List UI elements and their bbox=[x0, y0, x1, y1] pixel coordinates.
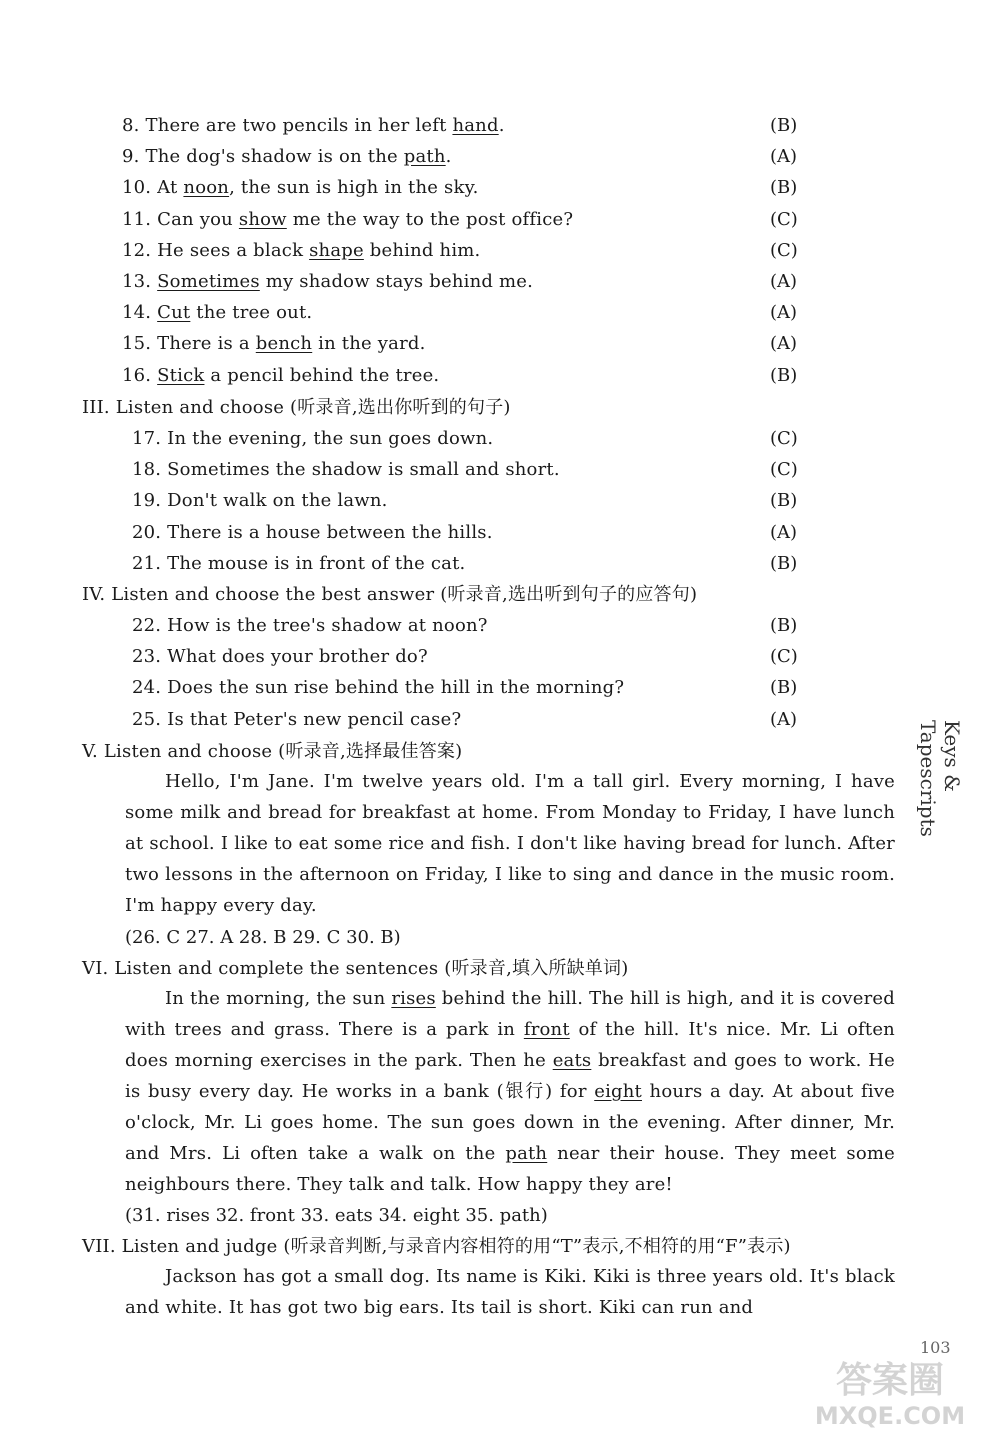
answer-item: 24. Does the sun rise behind the hill in the morning? bbox=[132, 677, 625, 698]
blank-answer: eats bbox=[552, 1050, 592, 1071]
answer-item: 17. In the evening, the sun goes down. bbox=[132, 428, 494, 449]
answer-choice: (B) bbox=[770, 490, 798, 511]
answer-choice: (B) bbox=[770, 615, 798, 636]
underlined-word: Cut bbox=[157, 302, 191, 323]
answer-item: 20. There is a house between the hills. bbox=[132, 522, 493, 543]
answer-item: 23. What does your brother do? bbox=[132, 646, 428, 667]
section-heading-vi: VI. Listen and complete the sentences (听录音,填入所缺单词) bbox=[82, 958, 629, 979]
answer-choice: (C) bbox=[770, 459, 798, 480]
answer-item: 25. Is that Peter's new pencil case? bbox=[132, 709, 462, 730]
answer-item: 15. There is a bench in the yard. bbox=[122, 333, 426, 354]
answer-item: 18. Sometimes the shadow is small and short. bbox=[132, 459, 560, 480]
passage-v: Hello, I'm Jane. I'm twelve years old. I'm a tall girl. Every morning, I have some milk and bread for breakfast at home. From Monday to Friday, I have lunch at school. I like to eat some rice and fish. I don't like having bread for lunch. After two lessons in the afternoon on Friday, I like to sing and dance in the music room. I'm happy every day. bbox=[125, 771, 895, 916]
section-heading-iv: IV. Listen and choose the best answer (听录音,选出听到句子的应答句) bbox=[82, 584, 698, 605]
section-heading-iii: III. Listen and choose (听录音,选出你听到的句子) bbox=[82, 397, 511, 418]
answer-item: 11. Can you show me the way to the post office? bbox=[122, 209, 574, 230]
answer-choice: (A) bbox=[770, 146, 798, 167]
underlined-word: path bbox=[403, 146, 446, 167]
underlined-word: shape bbox=[309, 240, 364, 261]
item-number: 14. bbox=[122, 302, 152, 323]
passage-vii: Jackson has got a small dog. Its name is Kiki. Kiki is three years old. It's black and white. It has got two big ears. Its tail is short. Kiki can run and bbox=[125, 1266, 895, 1318]
answer-choice: (A) bbox=[770, 333, 798, 354]
item-number: 8. bbox=[122, 115, 140, 136]
answer-choice: (C) bbox=[770, 646, 798, 667]
underlined-word: hand bbox=[452, 115, 499, 136]
answer-choice: (B) bbox=[770, 553, 798, 574]
answer-item: 21. The mouse is in front of the cat. bbox=[132, 553, 466, 574]
blank-answer: front bbox=[523, 1019, 570, 1040]
passage-vi: In the morning, the sun rises behind the hill. The hill is high, and it is covered with trees and grass. There is a park in front of the hill. It's nice. Mr. Li often does morning exercises in the park. Then he eats breakfast and goes to work. He is busy every day. He works in a bank (银行) for eight hours a day. At about five o'clock, Mr. Li goes home. The sun goes down in the evening. After dinner, Mr. and Mrs. Li often take a walk on the path near their house. They meet some neighbours there. They talk and talk. How happy they are! bbox=[125, 988, 896, 1195]
section-heading-v: V. Listen and choose (听录音,选择最佳答案) bbox=[82, 741, 463, 762]
item-number: 13. bbox=[122, 271, 152, 292]
item-number: 16. bbox=[122, 365, 152, 386]
answer-choice: (A) bbox=[770, 271, 798, 292]
answer-choice: (B) bbox=[770, 115, 798, 136]
section-heading-vii: VII. Listen and judge (听录音判断,与录音内容相符的用“T”表示,不相符的用“F”表示) bbox=[82, 1236, 791, 1257]
item-number: 12. bbox=[122, 240, 152, 261]
underlined-word: show bbox=[238, 209, 287, 230]
answer-item: 10. At noon, the sun is high in the sky. bbox=[122, 177, 479, 198]
blank-answer: eight bbox=[594, 1081, 642, 1102]
answer-item: 22. How is the tree's shadow at noon? bbox=[132, 615, 488, 636]
answer-choice: (A) bbox=[770, 709, 798, 730]
answer-item: 9. The dog's shadow is on the path. bbox=[122, 146, 452, 167]
answer-choice: (B) bbox=[770, 177, 798, 198]
underlined-word: Stick bbox=[157, 365, 205, 386]
svg-text:MXQE.COM: MXQE.COM bbox=[814, 1402, 966, 1430]
blank-answer: path bbox=[505, 1143, 548, 1164]
answer-choice: (A) bbox=[770, 522, 798, 543]
answer-choice: (B) bbox=[770, 365, 798, 386]
svg-text:答案圈: 答案圈 bbox=[835, 1360, 945, 1401]
answer-item: 12. He sees a black shape behind him. bbox=[122, 240, 481, 261]
answer-choice: (C) bbox=[770, 240, 798, 261]
answer-choice: (B) bbox=[770, 677, 798, 698]
answer-keys-vi: (31. rises 32. front 33. eats 34. eight 35. path) bbox=[125, 1205, 548, 1226]
answer-choice: (C) bbox=[770, 428, 798, 449]
blank-answer: rises bbox=[391, 988, 436, 1009]
watermark-logo-icon bbox=[800, 1352, 980, 1432]
side-label: Keys & Tapescripts bbox=[916, 720, 964, 837]
page-number: 103 bbox=[920, 1338, 951, 1357]
answer-item: 16. Stick a pencil behind the tree. bbox=[122, 365, 440, 386]
underlined-word: Sometimes bbox=[157, 271, 260, 292]
answer-item: 8. There are two pencils in her left hand. bbox=[122, 115, 505, 136]
answer-item: 14. Cut the tree out. bbox=[122, 302, 313, 323]
item-number: 11. bbox=[122, 209, 152, 230]
underlined-word: bench bbox=[255, 333, 313, 354]
answer-choice: (A) bbox=[770, 302, 798, 323]
item-number: 10. bbox=[122, 177, 152, 198]
answer-item: 13. Sometimes my shadow stays behind me. bbox=[122, 271, 534, 292]
answer-choice: (C) bbox=[770, 209, 798, 230]
underlined-word: noon bbox=[183, 177, 230, 198]
item-number: 15. bbox=[122, 333, 152, 354]
answer-keys-v: (26. C 27. A 28. B 29. C 30. B) bbox=[125, 927, 401, 948]
answer-item: 19. Don't walk on the lawn. bbox=[132, 490, 388, 511]
item-number: 9. bbox=[122, 146, 140, 167]
